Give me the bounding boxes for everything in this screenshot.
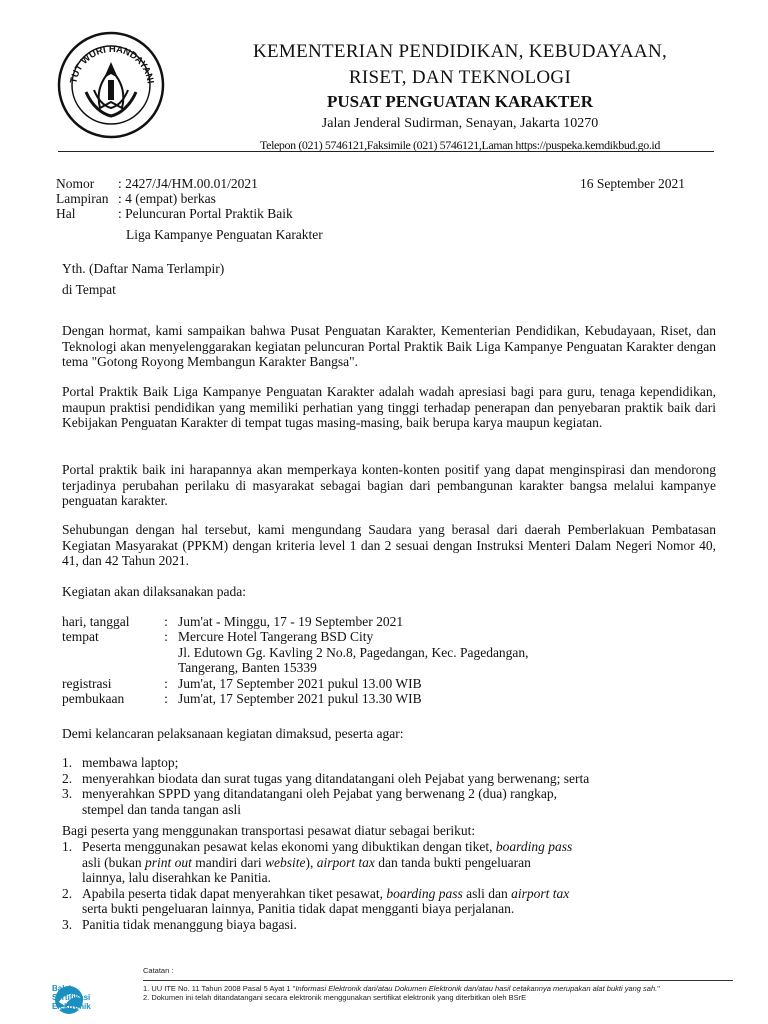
unit-name: PUSAT PENGUATAN KARAKTER <box>326 92 594 111</box>
meta-hal <box>56 206 323 221</box>
paragraph-4: Sehubungan dengan hal tersebut, kami mengundang Saudara yang berasal dari daerah Pemberlakuan Pembatasan Kegiatan Masyarakat (PPKM) dengan kriteria level 1 dan 2 sesuai dengan Instruksi Menteri Dalam Negeri Nomor 40, 41, dan 42 Tahun 2021. <box>62 522 716 569</box>
tempat-address-line2: Tangerang, Banten 15339 <box>178 660 317 676</box>
paragraph-2: Portal Praktik Baik Liga Kampanye Penguatan Karakter adalah wadah apresiasi bagi para guru, tenaga kependidikan, maupun praktisi pendidikan yang memiliki perhatian yang tinggi terhadap penerapan dan penyebaran praktik baik dari Kebijakan Penguatan Karakter di tempat tugas masing-masing, baik berupa karya maupun kegiatan. <box>62 384 716 431</box>
recipient-line2: di Tempat <box>62 282 116 297</box>
list-item: 3. Panitia tidak menanggung biaya bagasi. <box>62 916 297 932</box>
event-schedule <box>62 614 658 706</box>
pembukaan-label: pembukaan <box>62 691 125 707</box>
colon: : <box>164 629 168 645</box>
paragraph-6: Demi kelancaran pelaksanaan kegiatan dimaksud, peserta agar: <box>62 726 404 741</box>
schedule-row-tempat-3 <box>62 660 658 675</box>
recipient <box>62 258 224 300</box>
note-2: 2. Dokumen ini telah ditandatangani secara elektronik menggunakan sertifikat elektronik yang diterbitkan oleh BSrE <box>143 993 527 1002</box>
meta-lampiran <box>56 191 323 206</box>
paragraph-5: Kegiatan akan dilaksanakan pada: <box>62 584 247 599</box>
logo-motto-text: TUT WURI HANDAYANI <box>68 43 156 85</box>
list-item: 2. Apabila peserta tidak dapat menyerahkan tiket pesawat, boarding pass asli dan airport tax serta bukti pengeluaran lainnya, Panitia tidak dapat mengganti biaya perjalanan. <box>62 885 570 917</box>
colon: : <box>164 691 168 707</box>
tut-wuri-handayani-logo <box>56 30 166 140</box>
footer-divider <box>143 980 733 981</box>
schedule-row-registrasi <box>62 676 658 691</box>
lampiran-label: Lampiran <box>56 191 109 206</box>
bse-name: Balai Sertifikasi Elektronik <box>52 984 91 1011</box>
hal-value-line2: Liga Kampanye Penguatan Karakter <box>126 227 323 242</box>
meta-nomor <box>56 176 323 191</box>
tempat-address-line1: Jl. Edutown Gg. Kavling 2 No.8, Pagedangan, Kec. Pagedangan, <box>178 644 529 660</box>
note-1: 1. UU ITE No. 11 Tahun 2008 Pasal 5 Ayat 1 "Informasi Elektronik dan/atau Dokumen Elektronik dan/atau hasil cetakannya merupakan alat bukti yang sah." <box>143 983 660 993</box>
logo-emblem <box>86 62 136 116</box>
schedule-row-tempat <box>62 629 658 644</box>
hari-label: hari, tanggal <box>62 614 130 629</box>
tempat-label: tempat <box>62 629 99 645</box>
registrasi-value: Jum'at, 17 September 2021 pukul 13.00 WIB <box>178 675 422 691</box>
letterhead <box>170 40 750 154</box>
letter-date: 16 September 2021 <box>580 176 685 191</box>
schedule-row-hari <box>62 614 658 629</box>
registrasi-label: registrasi <box>62 675 112 691</box>
paragraph-1: Dengan hormat, kami sampaikan bahwa Pusat Penguatan Karakter, Kementerian Pendidikan, Kebudayaan, Riset, dan Teknologi akan menyelenggarakan kegiatan peluncuran Portal Praktik Baik Liga Kampanye Penguatan Karakter dengan tema "Gotong Royong Membangun Karakter Bangsa". <box>62 323 716 370</box>
list-item: 3. menyerahkan SPPD yang ditandatangani oleh Pejabat yang berwenang 2 (dua) rangkap, stempel dan tanda tangan asli <box>62 786 557 817</box>
ministry-name-line1: KEMENTERIAN PENDIDIKAN, KEBUDAYAAN, <box>252 41 668 62</box>
nomor-value: : 2427/J4/HM.00.01/2021 <box>118 176 258 191</box>
list-item: 2. menyerahkan biodata dan surat tugas yang ditandatangani oleh Pejabat yang berwenang; serta <box>62 770 590 786</box>
colon: : <box>164 675 168 691</box>
letterhead-divider <box>58 151 714 152</box>
colon: : <box>164 614 168 629</box>
schedule-row-tempat-2 <box>62 645 658 660</box>
pembukaan-value: Jum'at, 17 September 2021 pukul 13.30 WIB <box>178 691 422 707</box>
office-contact: Telepon (021) 5746121,Faksimile (021) 5746121,Laman https://puspeka.kemdikbud.go.id <box>260 138 660 152</box>
office-address: Jalan Jenderal Sudirman, Senayan, Jakarta 10270 <box>321 116 599 131</box>
participant-requirements-list <box>62 755 722 817</box>
schedule-row-pembukaan <box>62 691 658 706</box>
footer <box>0 962 768 1024</box>
hal-value: : Peluncuran Portal Praktik Baik <box>118 206 293 221</box>
nomor-label: Nomor <box>56 176 95 191</box>
meta-hal-continued <box>56 227 323 242</box>
ministry-name-line2: RISET, DAN TEKNOLOGI <box>348 67 572 88</box>
letter-meta <box>56 176 323 242</box>
tempat-value: Mercure Hotel Tangerang BSD City <box>178 629 374 645</box>
footer-notes <box>143 966 733 1003</box>
hal-label: Hal <box>56 206 76 221</box>
hari-value: Jum'at - Minggu, 17 - 19 September 2021 <box>178 614 404 629</box>
paragraph-7: Bagi peserta yang menggunakan transportasi pesawat diatur sebagai berikut: <box>62 823 476 838</box>
paragraph-3: Portal praktik baik ini harapannya akan memperkaya konten-konten positif yang dapat menginspirasi dan mendorong terjadinya perubahan perilaku di masyarakat sebagai bagian dari pembangunan karakter bangsa melalui kampanye penguatan karakter. <box>62 462 716 509</box>
list-item: 1. Peserta menggunakan pesawat kelas ekonomi yang dibuktikan dengan tiket, boarding pass asli (bukan print out mandiri dari website), airport tax dan tanda bukti pengeluaran lainnya, lalu diserahkan ke Panitia. <box>62 839 573 886</box>
list-item: 1. membawa laptop; <box>62 755 179 770</box>
flight-rules-list <box>62 839 722 933</box>
recipient-line1: Yth. (Daftar Nama Terlampir) <box>62 261 225 276</box>
lampiran-value: : 4 (empat) berkas <box>118 191 216 206</box>
catatan-label: Catatan : <box>143 966 174 975</box>
